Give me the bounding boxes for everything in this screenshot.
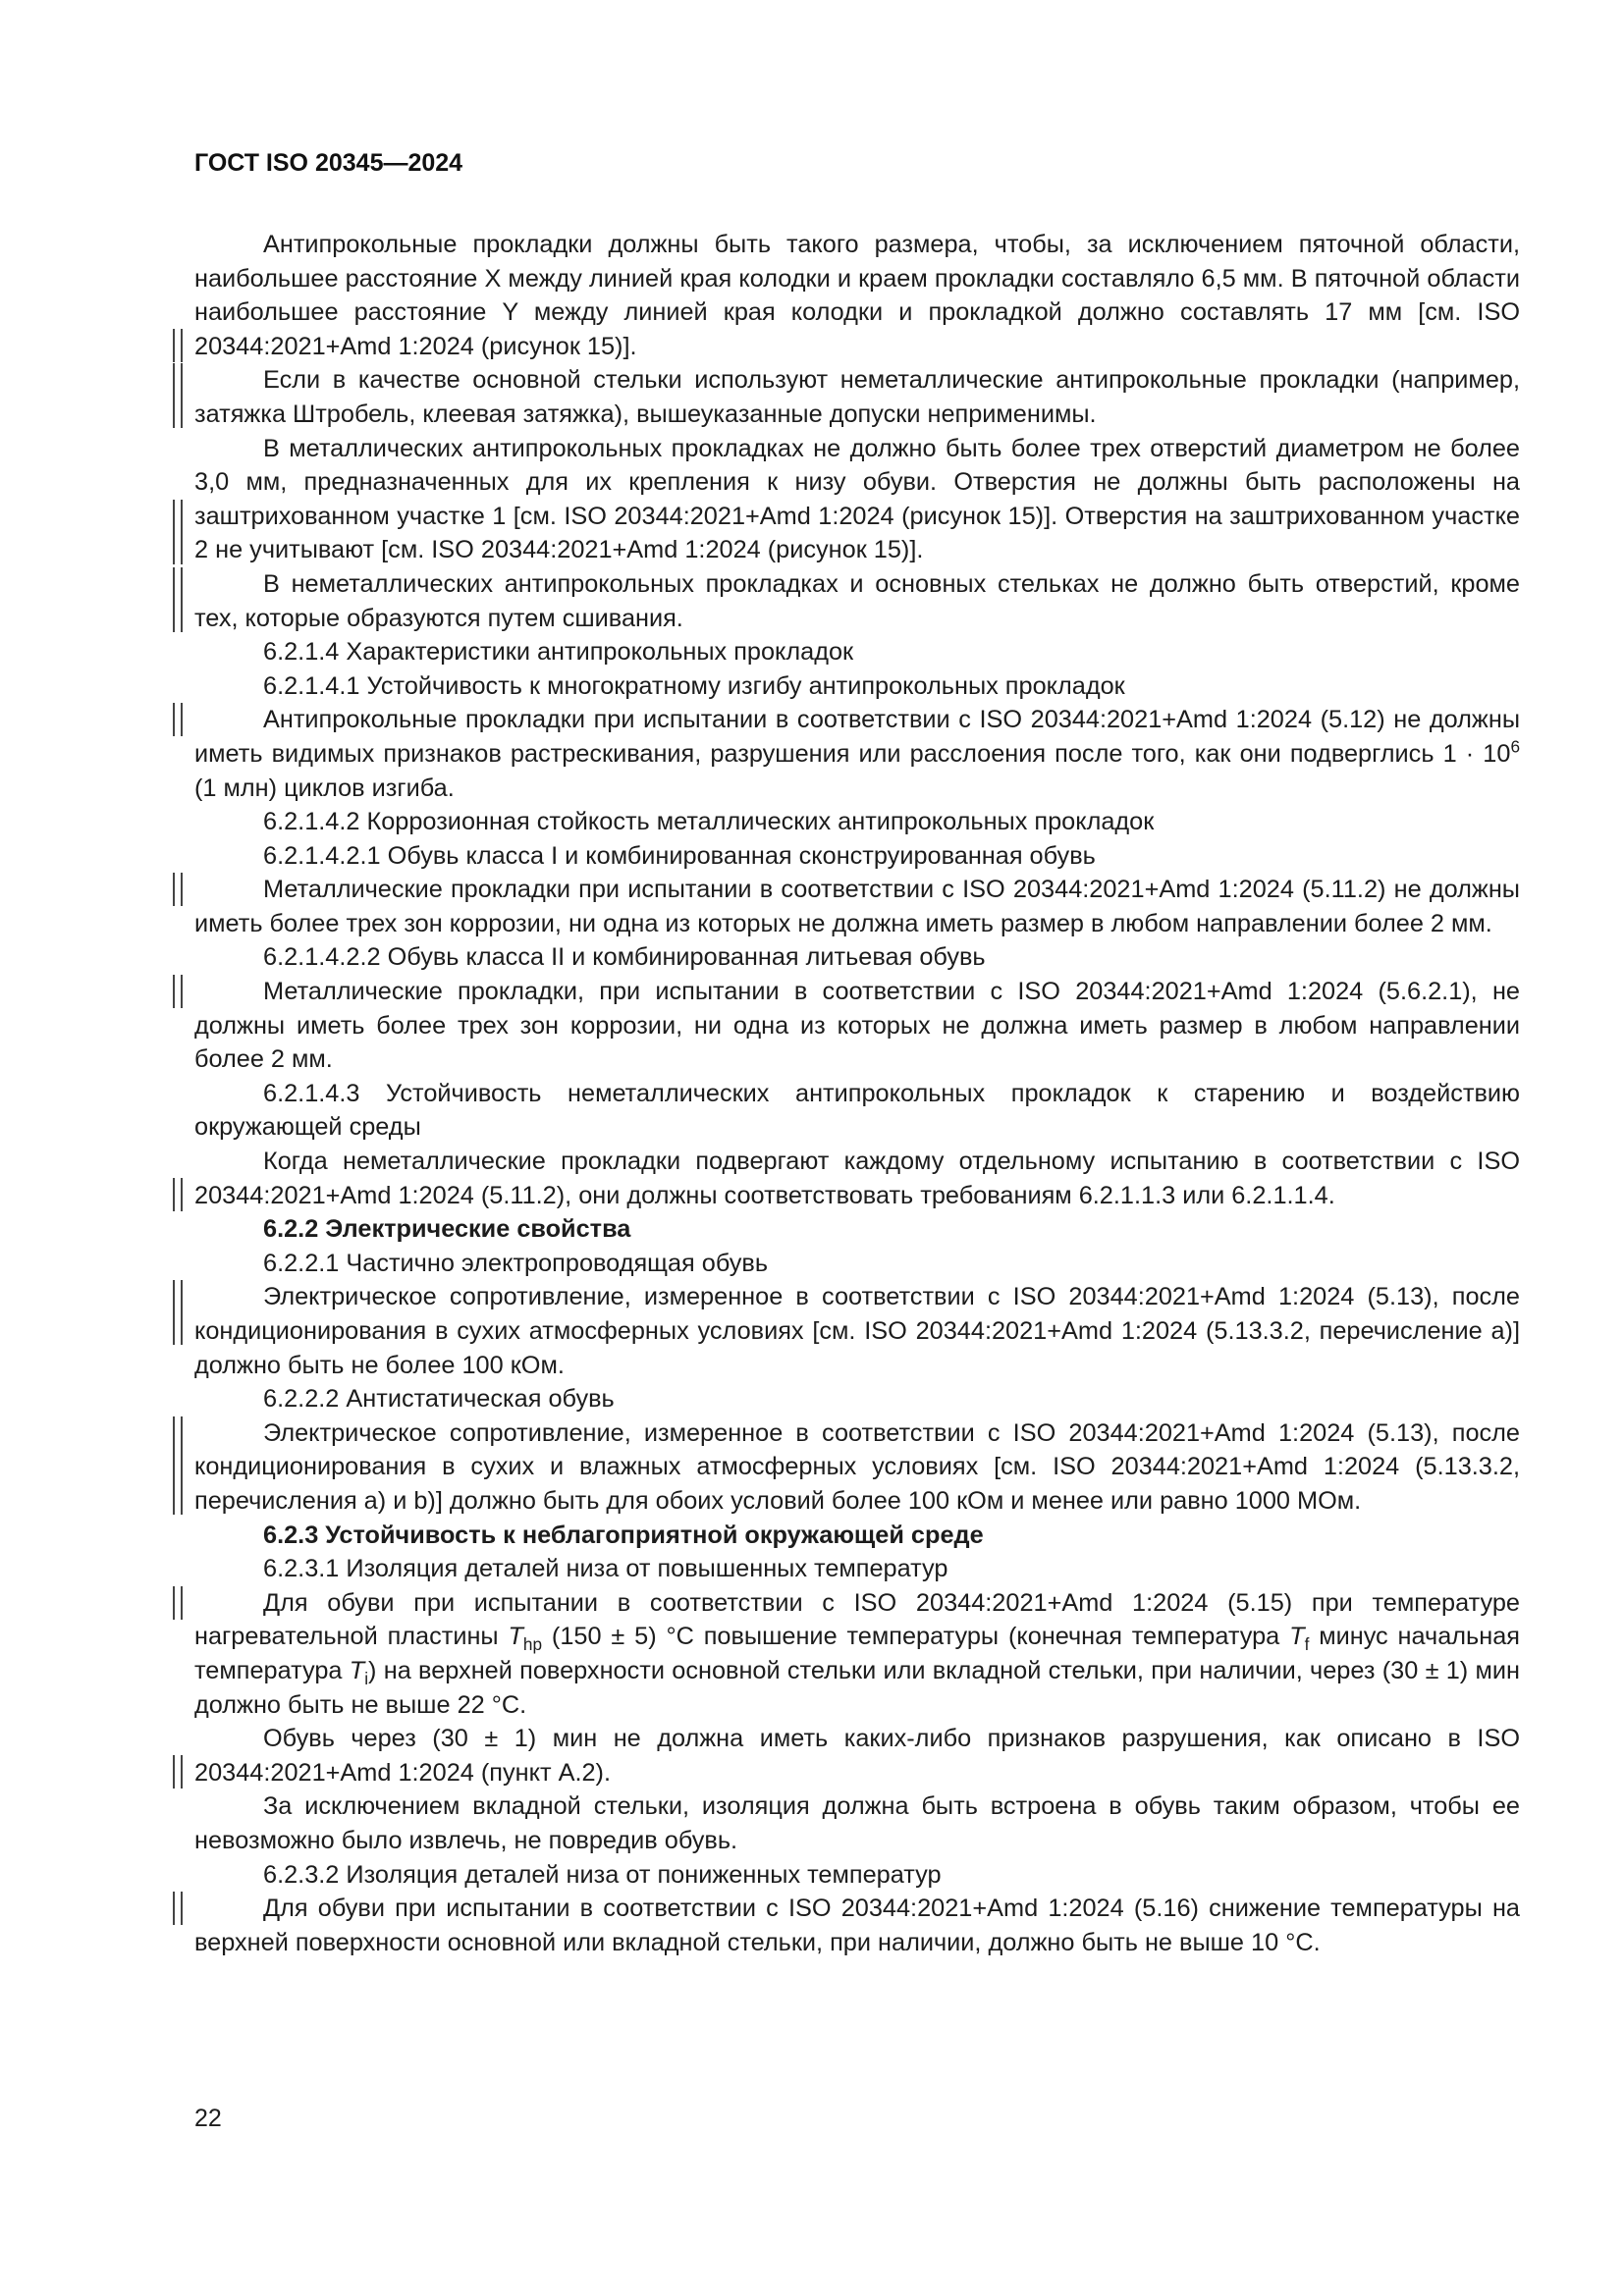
paragraph: Антипрокольные прокладки должны быть такого размера, чтобы, за исключением пяточной области, наибольшее расстояние X между линией края колодки и краем прокладки составляло 6,5 мм. В пяточной области наибольшее расстояние Y между линией края колодки и прокладкой должно составлять 17 мм [см. ISO 20344:2021+Amd 1:2024 (рисунок 15)]. [194, 228, 1520, 363]
paragraph: Если в качестве основной стельки используют неметаллические антипрокольные прокладки (например, затяжка Штробель, клеевая затяжка), вышеуказанные допуски неприменимы. [194, 363, 1520, 431]
section-heading: 6.2.1.4 Характеристики антипрокольных прокладок [263, 638, 854, 667]
paragraph: Для обуви при испытании в соответствии с ISO 20344:2021+Amd 1:2024 (5.16) снижение температуры на верхней поверхности основной или вкладной стельки, при наличии, должно быть не выше 10 °C. [194, 1892, 1520, 1959]
paragraph: В неметаллических антипрокольных прокладках и основных стельках не должно быть отверстий, кроме тех, которые образуются путем сшивания. [194, 567, 1520, 635]
paragraph: В металлических антипрокольных прокладках не должно быть более трех отверстий диаметром не более 3,0 мм, предназначенных для их крепления к низу обуви. Отверстия не должны быть расположены на заштрихованном участке 1 [см. ISO 20344:2021+Amd 1:2024 (рисунок 15)]. Отверстия на заштрихованном участке 2 не учитывают [см. ISO 20344:2021+Amd 1:2024 (рисунок 15)]. [194, 432, 1520, 567]
paragraph: Антипрокольные прокладки при испытании в соответствии с ISO 20344:2021+Amd 1:2024 (5.12) не должны иметь видимых признаков растрескивания, разрушения или расслоения после того, как они подверглись $1 \cdot 10^6$ (1 млн) циклов изгиба. [194, 703, 1520, 805]
section-heading: 6.2.1.4.1 Устойчивость к многократному изгибу антипрокольных прокладок [263, 671, 1125, 700]
page-number: 22 [194, 2105, 222, 2132]
paragraph: Когда неметаллические прокладки подвергают каждому отдельному испытанию в соответствии с ISO 20344:2021+Amd 1:2024 (5.11.2), они должны соответствовать требованиям 6.2.1.1.3 или 6.2.1.1.4. [194, 1145, 1520, 1212]
change-mark [173, 873, 183, 906]
section-heading: 6.2.2 Электрические свойства [263, 1215, 631, 1244]
section-heading: 6.2.1.4.2.1 Обувь класса I и комбинированная сконструированная обувь [263, 841, 1096, 870]
change-mark [173, 1416, 183, 1515]
section-heading: 6.2.1.4.2.2 Обувь класса II и комбинированная литьевая обувь [263, 943, 986, 972]
section-heading: 6.2.3.2 Изоляция деталей низа от пониженных температур [263, 1860, 942, 1889]
section-heading: 6.2.3 Устойчивость к неблагоприятной окружающей среде [263, 1521, 984, 1549]
change-mark [173, 567, 183, 632]
document-header: ГОСТ ISO 20345—2024 [194, 149, 463, 177]
paragraph: Металлические прокладки при испытании в соответствии с ISO 20344:2021+Amd 1:2024 (5.11.2) не должны иметь более трех зон коррозии, ни одна из которых не должна иметь размер в любом направлении более 2 мм. [194, 873, 1520, 940]
paragraph: За исключением вкладной стельки, изоляция должна быть встроена в обувь таким образом, чтобы ее невозможно было извлечь, не повредив обувь. [194, 1792, 1520, 1854]
change-mark [173, 1755, 183, 1789]
change-mark [173, 329, 183, 362]
change-mark [173, 703, 183, 736]
change-mark [173, 975, 183, 1008]
change-mark [173, 1280, 183, 1345]
section-heading: 6.2.2.2 Антистатическая обувь [263, 1385, 615, 1414]
paragraph: Для обуви при испытании в соответствии с ISO 20344:2021+Amd 1:2024 (5.15) при температуре нагревательной пластины $T_{hp}$ (150 ± 5) °C повышение температуры (конечная температура $T_f$ минус начальная температура $T_i$) на верхней поверхности основной стельки или вкладной стельки, при наличии, через (30 ± 1) мин должно быть не выше 22 °C. [194, 1586, 1520, 1722]
paragraph: Электрическое сопротивление, измеренное в соответствии с ISO 20344:2021+Amd 1:2024 (5.13), после кондиционирования в сухих и влажных атмосферных условиях [см. ISO 20344:2021+Amd 1:2024 (5.13.3.2, перечисления а) и b)] должно быть для обоих условий более 100 кОм и менее или равно 1000 МОм. [194, 1416, 1520, 1519]
section-heading: 6.2.2.1 Частично электропроводящая обувь [263, 1249, 769, 1277]
paragraph: Металлические прокладки, при испытании в соответствии с ISO 20344:2021+Amd 1:2024 (5.6.2.1), не должны иметь более трех зон коррозии, ни одна из которых не должна иметь размер в любом направлении более 2 мм. [194, 975, 1520, 1077]
paragraph: Электрическое сопротивление, измеренное в соответствии с ISO 20344:2021+Amd 1:2024 (5.13), после кондиционирования в сухих атмосферных условиях [см. ISO 20344:2021+Amd 1:2024 (5.13.3.2, перечисление а)] должно быть не более 100 кОм. [194, 1280, 1520, 1382]
change-mark [173, 1892, 183, 1925]
section-heading: 6.2.3.1 Изоляция деталей низа от повышенных температур [263, 1555, 948, 1583]
change-mark [173, 1586, 183, 1620]
section-heading: 6.2.1.4.2 Коррозионная стойкость металлических антипрокольных прокладок [263, 808, 1155, 836]
change-mark [173, 500, 183, 564]
paragraph: Обувь через (30 ± 1) мин не должна иметь каких-либо признаков разрушения, как описано в ISO 20344:2021+Amd 1:2024 (пункт А.2). [194, 1722, 1520, 1789]
change-mark [173, 363, 183, 428]
change-mark [173, 1178, 183, 1211]
section-heading: 6.2.1.4.3 Устойчивость неметаллических антипрокольных прокладок к старению и воздействию окружающей среды [194, 1079, 1520, 1142]
document-body [194, 228, 1520, 1959]
